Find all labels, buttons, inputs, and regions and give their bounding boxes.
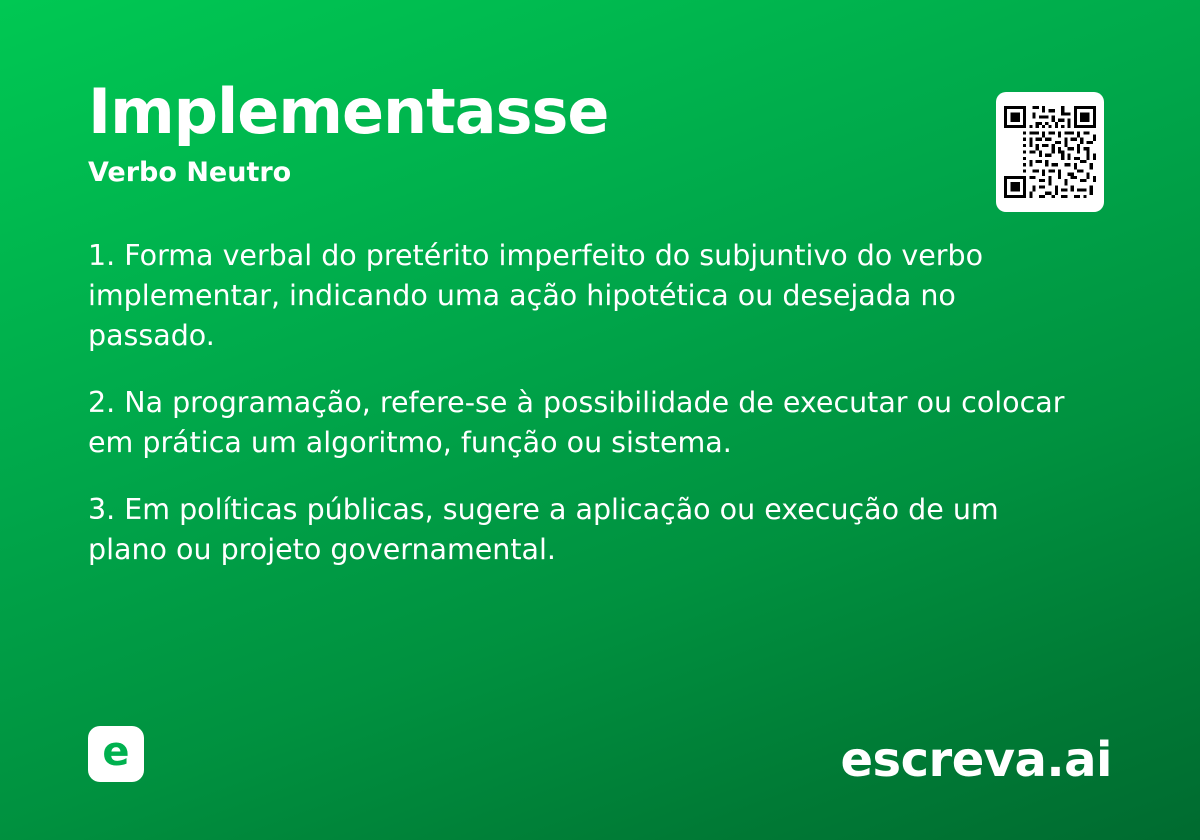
definition-item: 2. Na programação, refere-se à possibilidade de executar ou colocar em prática um algoritmo, função ou sistema. xyxy=(88,385,1065,459)
logo-letter: e xyxy=(102,729,130,775)
definition-item: 3. Em políticas públicas, sugere a aplicação ou execução de um plano ou projeto governamental. xyxy=(88,492,999,566)
escreva-logo-icon[interactable] xyxy=(88,726,144,782)
qr-code-icon[interactable] xyxy=(996,92,1104,212)
page-title: Implementasse xyxy=(88,75,609,148)
word-class-label: Verbo Neutro xyxy=(88,157,292,189)
definition-item: 1. Forma verbal do pretérito imperfeito do subjuntivo do verbo implementar, indicando uma ação hipotética ou desejada no passado. xyxy=(88,239,984,353)
brand-name: escreva.ai xyxy=(840,732,1112,788)
card-content xyxy=(88,75,1088,596)
definition-list xyxy=(88,236,1078,569)
